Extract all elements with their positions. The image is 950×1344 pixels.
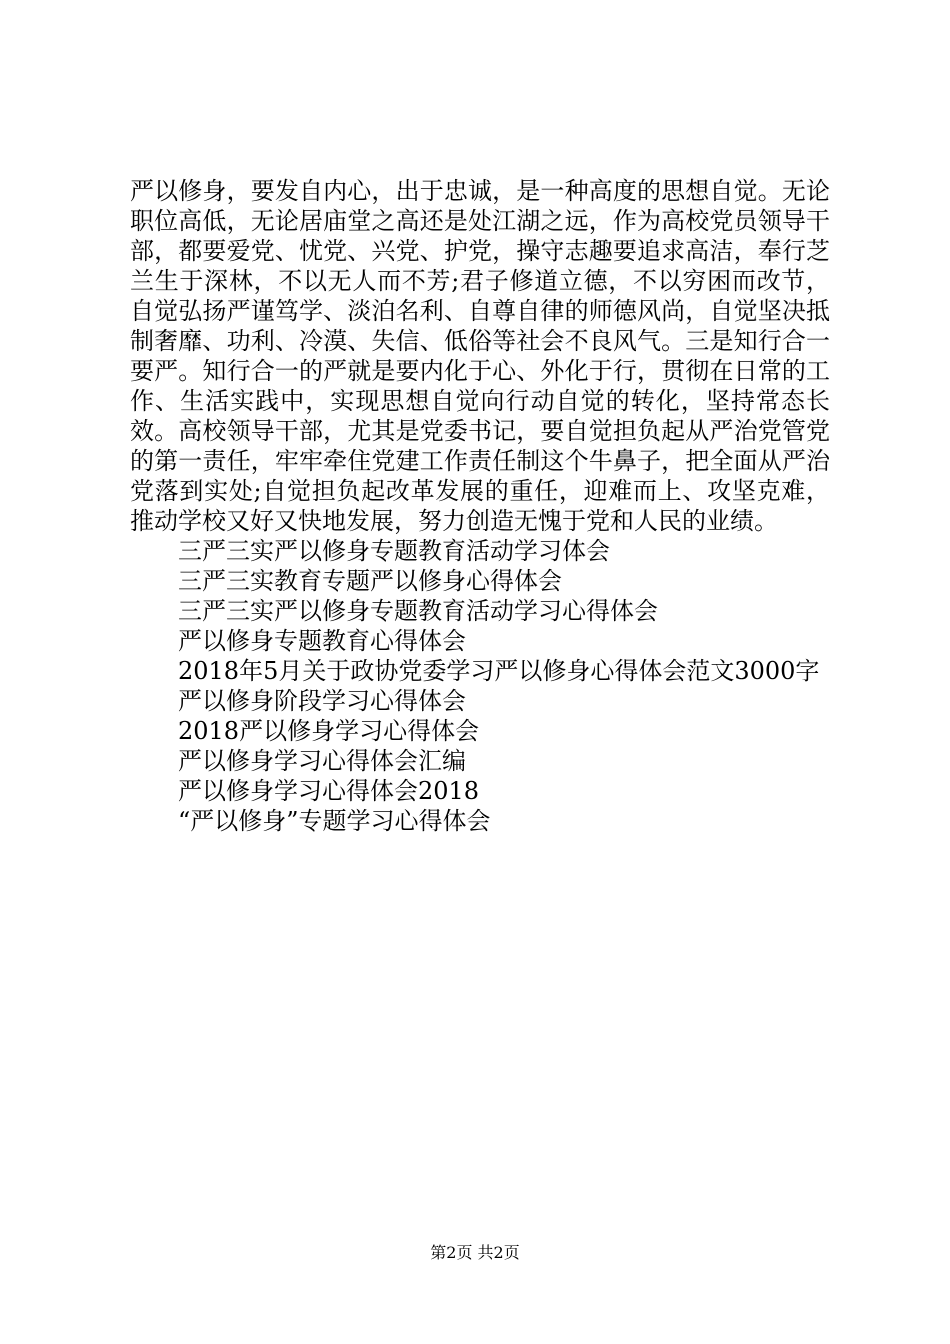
related-title-item: 三严三实教育专题严以修身心得体会 [178, 567, 562, 595]
related-title-item: 三严三实严以修身专题教育活动学习体会 [178, 537, 610, 565]
page-number-footer: 第2页 共2页 [430, 1243, 520, 1262]
related-title-item: 2018年5月关于政协党委学习严以修身心得体会范文3000字 [178, 657, 820, 685]
body-paragraph: 严以修身，要发自内心，出于忠诚，是一种高度的思想自觉。无论职位高低，无论居庙堂之高还是处江湖之远，作为高校党员领导干部，都要爱党、忧党、兴党、护党，操守志趣要追求高洁，奉行芝兰生于深林，不以无人而不芳;君子修道立德，不以穷困而改节，自觉弘扬严谨笃学、淡泊名利、自尊自律的师德风尚，自觉坚决抵制奢靡、功利、冷漠、失信、低俗等社会不良风气。三是知行合一要严。知行合一的严就是要内化于心、外化于行，贯彻在日常的工作、生活实践中，实现思想自觉向行动自觉的转化，坚持常态长效。高校领导干部，尤其是党委书记，要自觉担负起从严治党管党的第一责任，牢牢牵住党建工作责任制这个牛鼻子，把全面从严治党落到实处;自觉担负起改革发展的重任，迎难而上、攻坚克难，推动学校又好又快地发展，努力创造无愧于党和人民的业绩。 [130, 177, 830, 535]
related-title-item: 严以修身阶段学习心得体会 [178, 687, 466, 715]
related-title-item: 三严三实严以修身专题教育活动学习心得体会 [178, 597, 658, 625]
related-title-item: “严以修身”专题学习心得体会 [178, 807, 491, 835]
related-title-item: 严以修身学习心得体会汇编 [178, 747, 466, 775]
related-title-item: 严以修身学习心得体会2018 [178, 777, 480, 805]
related-titles-list [130, 536, 830, 836]
document-body [130, 176, 830, 836]
related-title-item: 2018严以修身学习心得体会 [178, 717, 480, 745]
related-title-item: 严以修身专题教育心得体会 [178, 627, 466, 655]
